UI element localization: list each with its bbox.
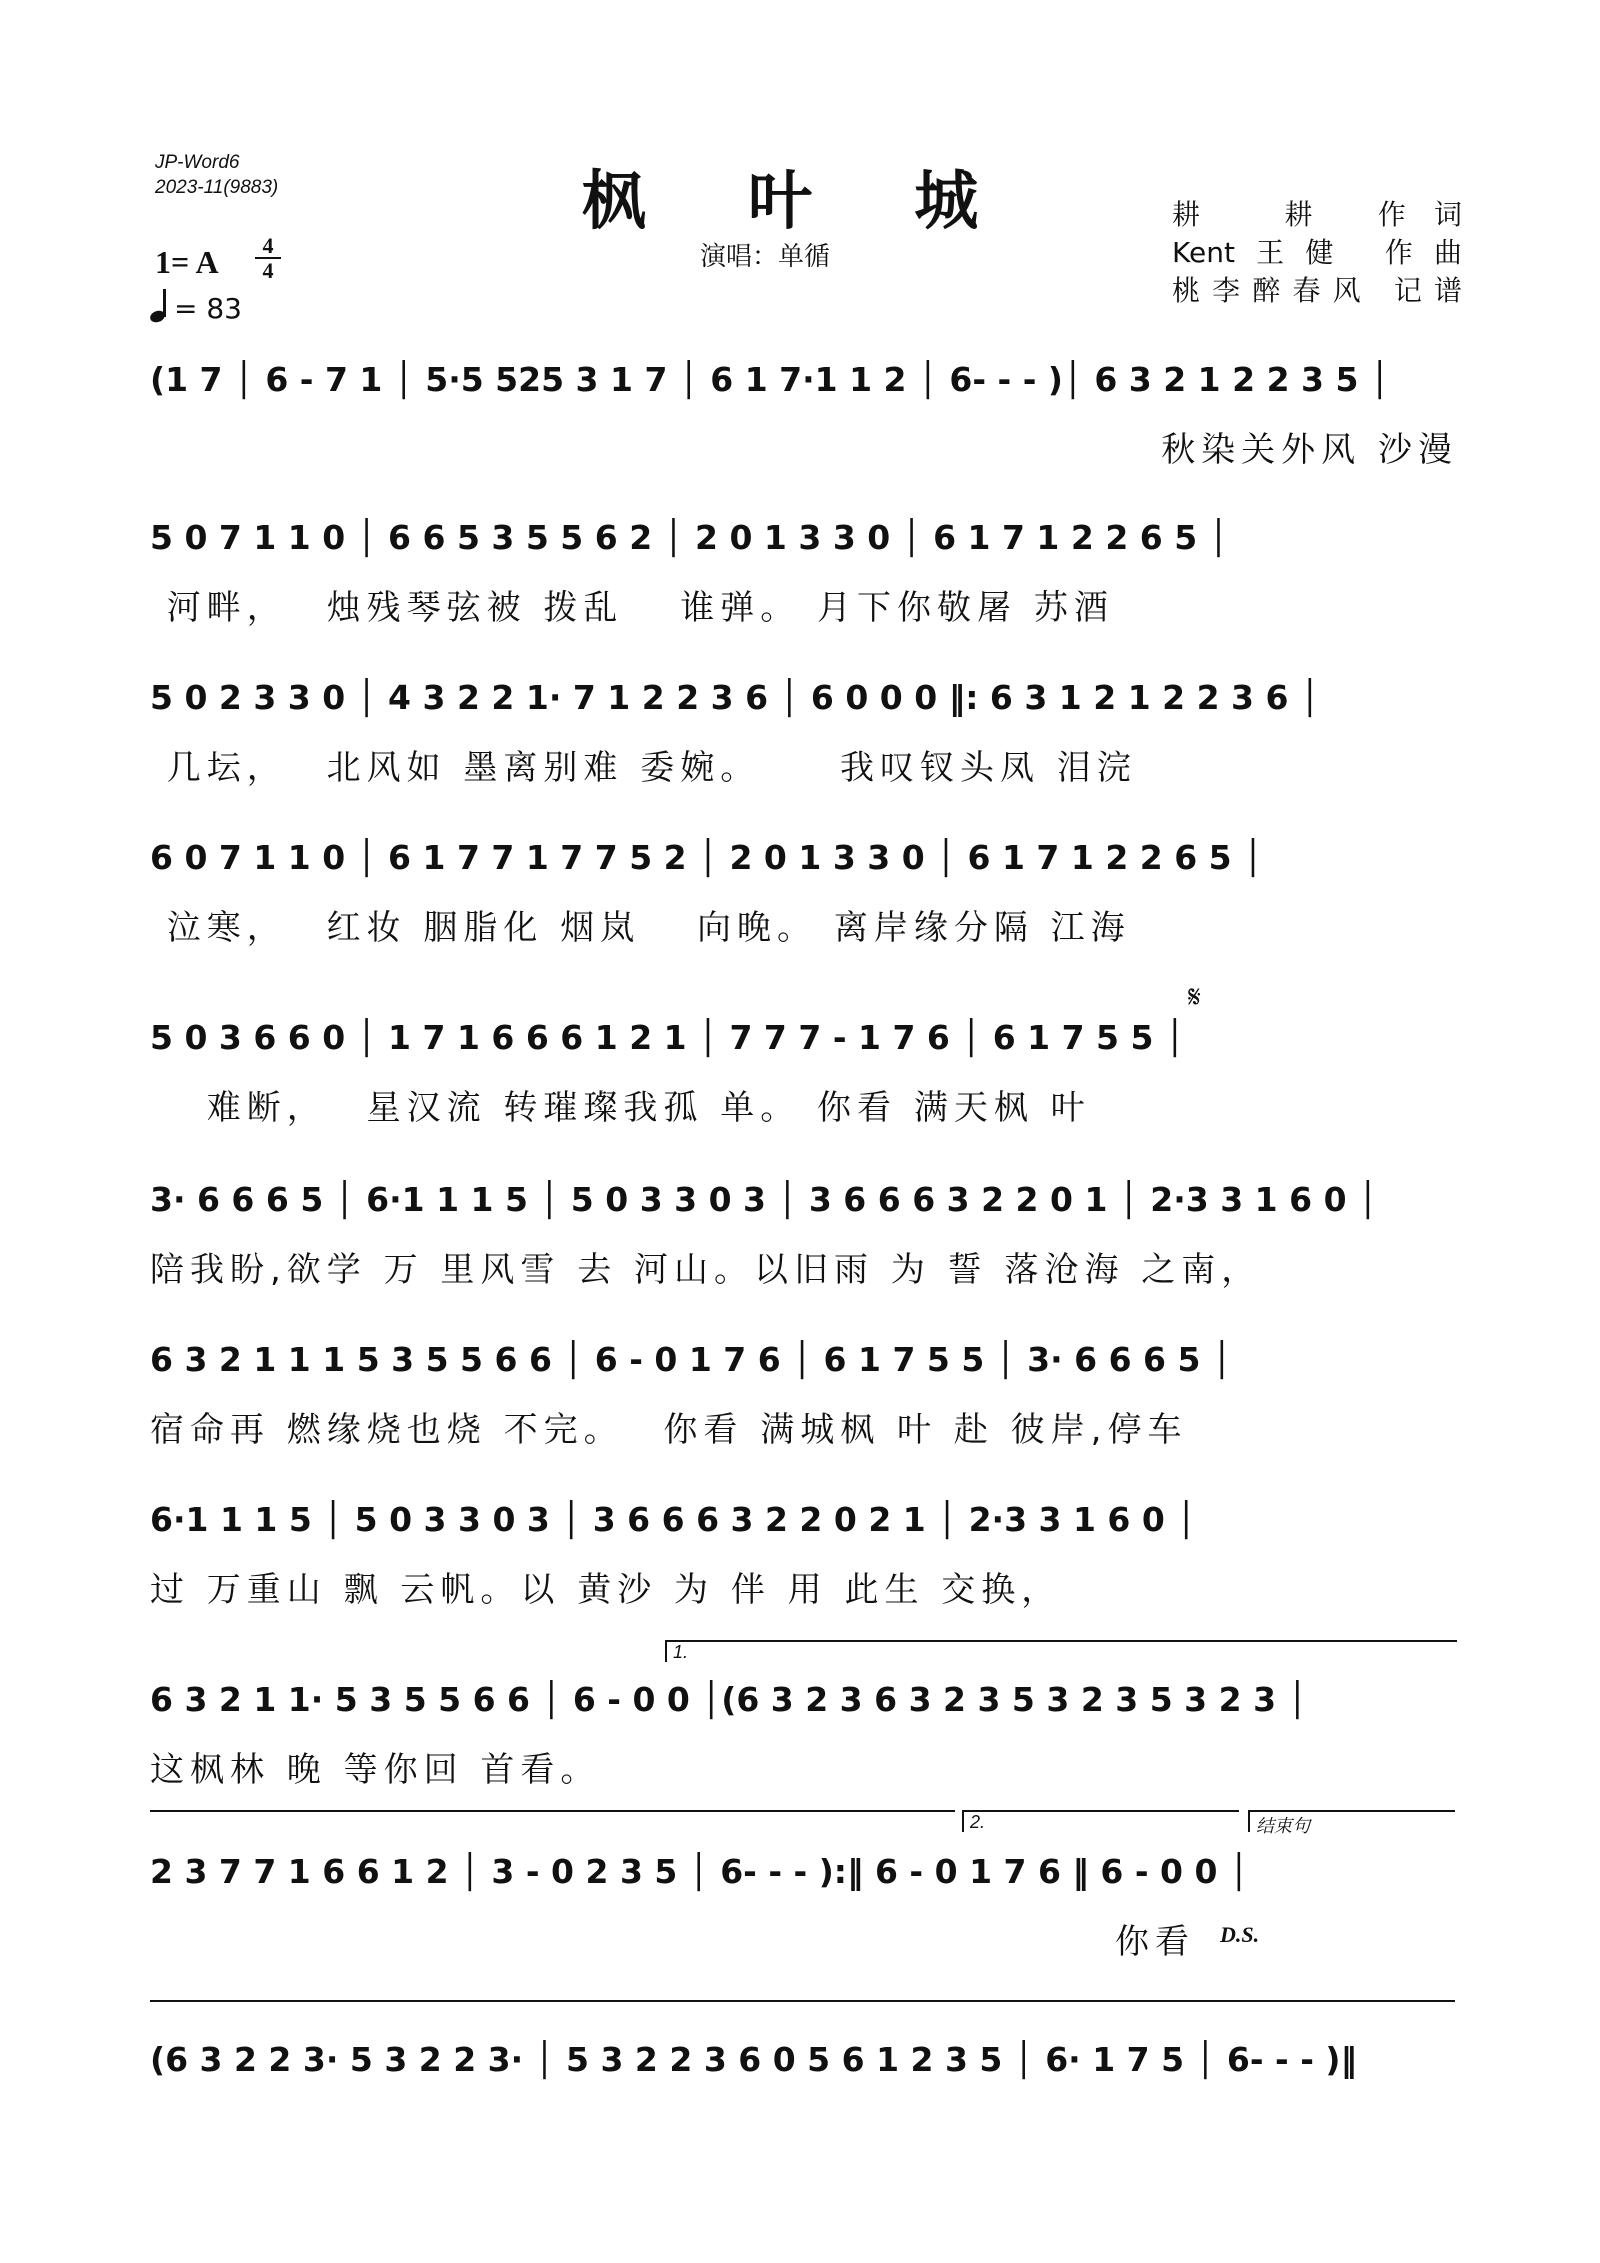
volta-1-bracket (665, 1640, 1457, 1662)
notation-line: 5 0 3 6 6 0 │ 1 7 1 6 6 6 1 2 1 │ 7 7 7 - 1 7 6 │ 6 1 7 5 5 │ (150, 1018, 1185, 1057)
tempo-marking (150, 290, 242, 325)
notation-line: (6 3 2 2 3· 5 3 2 2 3· │ 5 3 2 2 3 6 0 5 6 1 2 3 5 │ 6· 1 7 5 │ 6- - - )‖ (150, 2040, 1358, 2079)
notation-line: 2 3 7 7 1 6 6 1 2 │ 3 - 0 2 3 5 │ 6- - - ):‖ 6 - 0 1 7 6 ‖ 6 - 0 0 │ (150, 1852, 1249, 1891)
notation-line: 3· 6 6 6 5 │ 6·1 1 1 5 │ 5 0 3 3 0 3 │ 3 6 6 6 3 2 2 0 1 │ 2·3 3 1 6 0 │ (150, 1180, 1378, 1219)
volta-2-label: 2. (970, 1812, 986, 1832)
quarter-note-icon (150, 290, 174, 322)
coda-line (150, 2000, 1455, 2002)
app-version: 2023-11(9883) (155, 177, 279, 198)
lyric-line: 这枫林 晚 等你回 首看。 (150, 1750, 601, 1790)
ending-bracket (1248, 1810, 1455, 1836)
notation-line: 5 0 7 1 1 0 │ 6 6 5 3 5 5 6 2 │ 2 0 1 3 3 0 │ 6 1 7 1 2 2 6 5 │ (150, 518, 1229, 557)
repeat-section-line (150, 1810, 955, 1812)
lyric-line: 秋染关外风 沙漫 (1161, 430, 1458, 470)
lyric-line: 你看 (1115, 1922, 1195, 1962)
notation-line: 6 3 2 1 1· 5 3 5 5 6 6 │ 6 - 0 0 │(6 3 2 3 6 3 2 3 5 3 2 3 5 3 2 3 │ (150, 1680, 1308, 1719)
app-name: JP-Word6 (155, 152, 240, 173)
transcriber-credit: 桃李醉春风 记谱 (1172, 274, 1462, 307)
notation-line: 5 0 2 3 3 0 │ 4 3 2 2 1· 7 1 2 2 3 6 │ 6 0 0 0 ‖: 6 3 1 2 1 2 2 3 6 │ (150, 678, 1320, 717)
tempo-value: = 83 (174, 292, 242, 325)
time-signature-top: 4 (262, 233, 274, 258)
lyric-line: 泣寒， 红妆 胭脂化 烟岚 向晚。 离岸缘分隔 江海 (150, 908, 1131, 948)
time-signature (255, 234, 281, 282)
notation-line: 6·1 1 1 5 │ 5 0 3 3 0 3 │ 3 6 6 6 3 2 2 0 2 1 │ 2·3 3 1 6 0 │ (150, 1500, 1197, 1539)
notation-line: 6 3 2 1 1 1 5 3 5 5 6 6 │ 6 - 0 1 7 6 │ 6 1 7 5 5 │ 3· 6 6 6 5 │ (150, 1340, 1232, 1379)
singer-credit: 演唱：单循 (700, 242, 831, 272)
lyric-line: 宿命再 燃缘烧也烧 不完。 你看 满城枫 叶 赴 彼岸,停车 (150, 1410, 1188, 1450)
lyric-line: 难断， 星汉流 转璀璨我孤 单。 你看 满天枫 叶 (150, 1088, 1091, 1128)
composer-credit: Kent王健 作曲 (1172, 236, 1462, 269)
credits-block (1172, 196, 1462, 310)
volta-1-label: 1. (673, 1642, 689, 1662)
notation-line: (1 7 │ 6 - 7 1 │ 5·5 525 3 1 7 │ 6 1 7·1 1 2 │ 6- - - )│ 6 3 2 1 2 2 3 5 │ (150, 360, 1390, 399)
lyricist-credit: 耕 耕 作词 (1172, 198, 1462, 231)
song-title: 枫 叶 城 (581, 164, 1019, 239)
lyric-line: 过 万重山 飘 云帆。以 黄沙 为 伴 用 此生 交换， (150, 1570, 1062, 1610)
key-label: 1= A (155, 244, 219, 280)
lyric-line: 河畔， 烛残琴弦被 拨乱 谁弹。 月下你敬屠 苏酒 (150, 588, 1114, 628)
key-signature (155, 244, 219, 281)
volta-2-bracket (962, 1810, 1239, 1832)
notation-line: 6 0 7 1 1 0 │ 6 1 7 7 1 7 7 5 2 │ 2 0 1 3 3 0 │ 6 1 7 1 2 2 6 5 │ (150, 838, 1263, 877)
lyric-line: 几坛， 北风如 墨离别难 委婉。 我叹钗头凤 泪浣 (150, 748, 1137, 788)
ending-label: 结束句 (1256, 1816, 1310, 1836)
lyric-line: 陪我盼,欲学 万 里风雪 去 河山。以旧雨 为 誓 落沧海 之南， (150, 1250, 1262, 1290)
segno-sign: 𝄋 (1188, 980, 1201, 1015)
time-signature-bottom: 4 (255, 257, 281, 282)
dal-segno-mark: D.S. (1220, 1922, 1260, 1947)
